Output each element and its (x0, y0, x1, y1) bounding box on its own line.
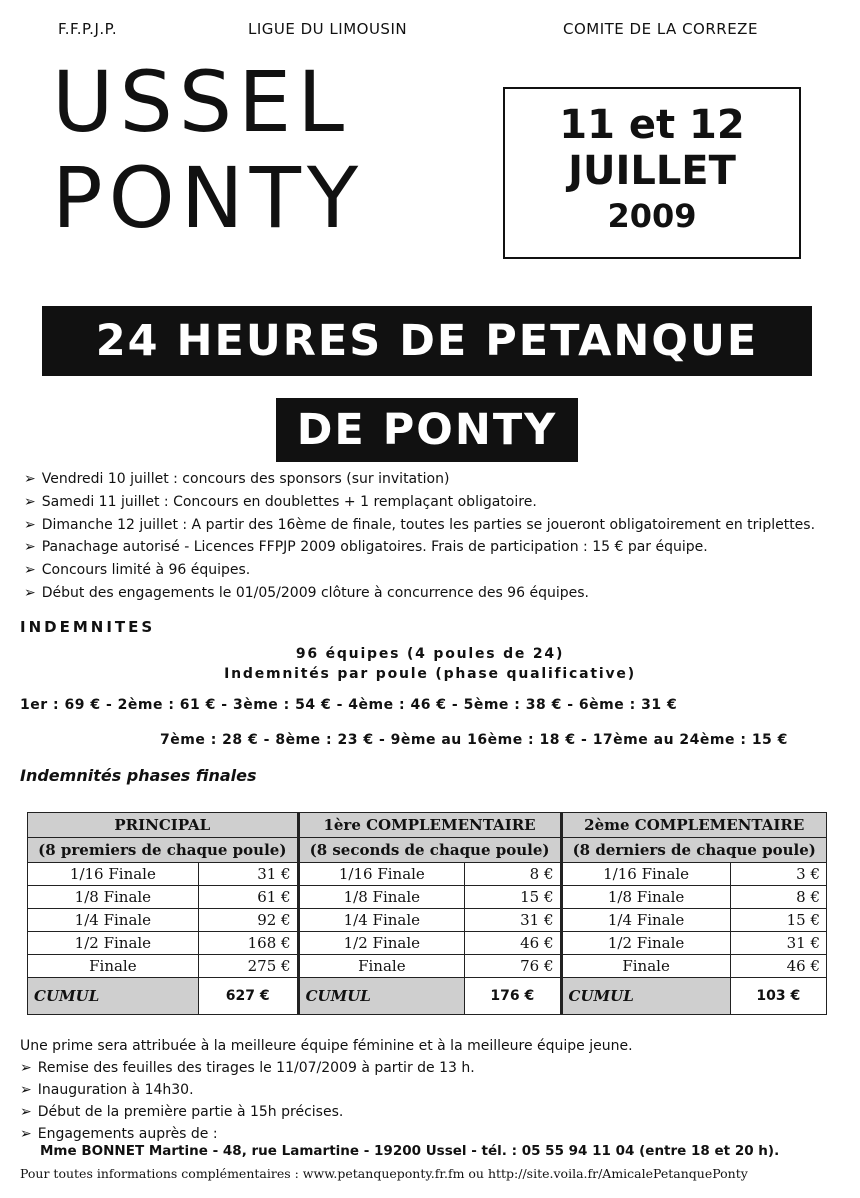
date-box (503, 87, 801, 259)
footer-list (20, 1057, 633, 1145)
indemnites-line-2: 7ème : 28 € - 8ème : 23 € - 9ème au 16ème : 18 € - 17ème au 24ème : 15 € (160, 732, 788, 748)
title-ussel: USSEL (52, 53, 350, 151)
indemnites-line-1: 1er : 69 € - 2ème : 61 € - 3ème : 54 € - 4ème : 46 € - 5ème : 38 € - 6ème : 31 € (20, 697, 678, 713)
list-item: ➢ Samedi 11 juillet : Concours en doublettes + 1 remplaçant obligatoire. (24, 491, 815, 514)
list-item: ➢ Panachage autorisé - Licences FFPJP 2009 obligatoires. Frais de participation : 15 € par équipe. (24, 536, 815, 559)
indemnites-title: INDEMNITES (20, 618, 156, 636)
cell-value: 61 € (198, 886, 298, 909)
cell-label: 1/2 Finale (28, 932, 199, 955)
col-comp2-name: 2ème COMPLEMENTAIRE (561, 813, 827, 838)
date-month: JUILLET (568, 148, 736, 194)
col-principal-name: PRINCIPAL (28, 813, 299, 838)
cell-value: 46 € (465, 932, 561, 955)
list-item: ➢ Remise des feuilles des tirages le 11/07/2009 à partir de 13 h. (20, 1057, 633, 1079)
table-row (28, 863, 827, 886)
header-comite: COMITE DE LA CORREZE (563, 20, 758, 38)
cell-value: 8 € (465, 863, 561, 886)
cell-label: 1/2 Finale (561, 932, 730, 955)
footer (20, 1035, 633, 1145)
cumul-label: CUMUL (28, 978, 199, 1015)
cell-label: Finale (561, 955, 730, 978)
list-item: ➢ Concours limité à 96 équipes. (24, 559, 815, 582)
cell-value: 31 € (465, 909, 561, 932)
phases-title: Indemnités phases finales (20, 766, 257, 785)
col-comp2-sub: (8 derniers de chaque poule) (561, 838, 827, 863)
cell-label: 1/8 Finale (298, 886, 465, 909)
contact-line: Mme BONNET Martine - 48, rue Lamartine - 19200 Ussel - tél. : 05 55 94 11 04 (entre 18 et 20 h). (40, 1143, 780, 1159)
cumul-label: CUMUL (298, 978, 465, 1015)
cell-value: 46 € (730, 955, 826, 978)
indemnites-subtitle: Indemnités par poule (phase qualificative) (224, 666, 636, 682)
header-ffpjp: F.F.P.J.P. (58, 20, 118, 38)
date-days: 11 et 12 (559, 102, 745, 148)
cell-label: 1/4 Finale (561, 909, 730, 932)
list-item: ➢ Début de la première partie à 15h précises. (20, 1101, 633, 1123)
col-comp1-name: 1ère COMPLEMENTAIRE (298, 813, 561, 838)
table-row (28, 955, 827, 978)
col-principal-sub: (8 premiers de chaque poule) (28, 838, 299, 863)
header-ligue: LIGUE DU LIMOUSIN (248, 20, 408, 38)
col-comp1-sub: (8 seconds de chaque poule) (298, 838, 561, 863)
cumul-value: 103 € (730, 978, 826, 1015)
table-row (28, 932, 827, 955)
banner-de-ponty: DE PONTY (276, 398, 578, 462)
phases-table (27, 812, 827, 1015)
cell-label: 1/4 Finale (28, 909, 199, 932)
indemnites-teams: 96 équipes (4 poules de 24) (295, 646, 565, 662)
date-year: 2009 (607, 197, 697, 235)
prime-text: Une prime sera attribuée à la meilleure équipe féminine et à la meilleure équipe jeune. (20, 1038, 633, 1054)
info-line: Pour toutes informations complémentaires : www.petanqueponty.fr.fm ou http://site.voila.fr/AmicalePetanquePonty (20, 1166, 748, 1181)
cell-value: 31 € (730, 932, 826, 955)
table-row (28, 886, 827, 909)
banner-24-heures: 24 HEURES DE PETANQUE (42, 306, 812, 376)
title-ponty: PONTY (52, 149, 365, 247)
table-row-cumul (28, 978, 827, 1015)
table-row (28, 909, 827, 932)
cell-label: 1/2 Finale (298, 932, 465, 955)
cell-value: 92 € (198, 909, 298, 932)
cell-value: 31 € (198, 863, 298, 886)
cell-label: 1/16 Finale (28, 863, 199, 886)
cell-value: 275 € (198, 955, 298, 978)
cell-value: 3 € (730, 863, 826, 886)
list-item: ➢ Début des engagements le 01/05/2009 clôture à concurrence des 96 équipes. (24, 582, 815, 605)
program-list (24, 468, 815, 605)
list-item: ➢ Dimanche 12 juillet : A partir des 16ème de finale, toutes les parties se joueront obligatoirement en triplettes. (24, 514, 815, 537)
cell-label: Finale (28, 955, 199, 978)
list-item: ➢ Inauguration à 14h30. (20, 1079, 633, 1101)
cumul-value: 176 € (465, 978, 561, 1015)
list-item: ➢ Engagements auprès de : (20, 1123, 633, 1145)
cell-label: 1/16 Finale (298, 863, 465, 886)
cell-value: 15 € (465, 886, 561, 909)
cell-value: 168 € (198, 932, 298, 955)
cell-value: 76 € (465, 955, 561, 978)
cell-label: 1/4 Finale (298, 909, 465, 932)
cumul-value: 627 € (198, 978, 298, 1015)
list-item: ➢ Vendredi 10 juillet : concours des sponsors (sur invitation) (24, 468, 815, 491)
cell-label: 1/8 Finale (561, 886, 730, 909)
cell-label: 1/8 Finale (28, 886, 199, 909)
cell-label: 1/16 Finale (561, 863, 730, 886)
cell-label: Finale (298, 955, 465, 978)
cell-value: 15 € (730, 909, 826, 932)
cumul-label: CUMUL (561, 978, 730, 1015)
cell-value: 8 € (730, 886, 826, 909)
